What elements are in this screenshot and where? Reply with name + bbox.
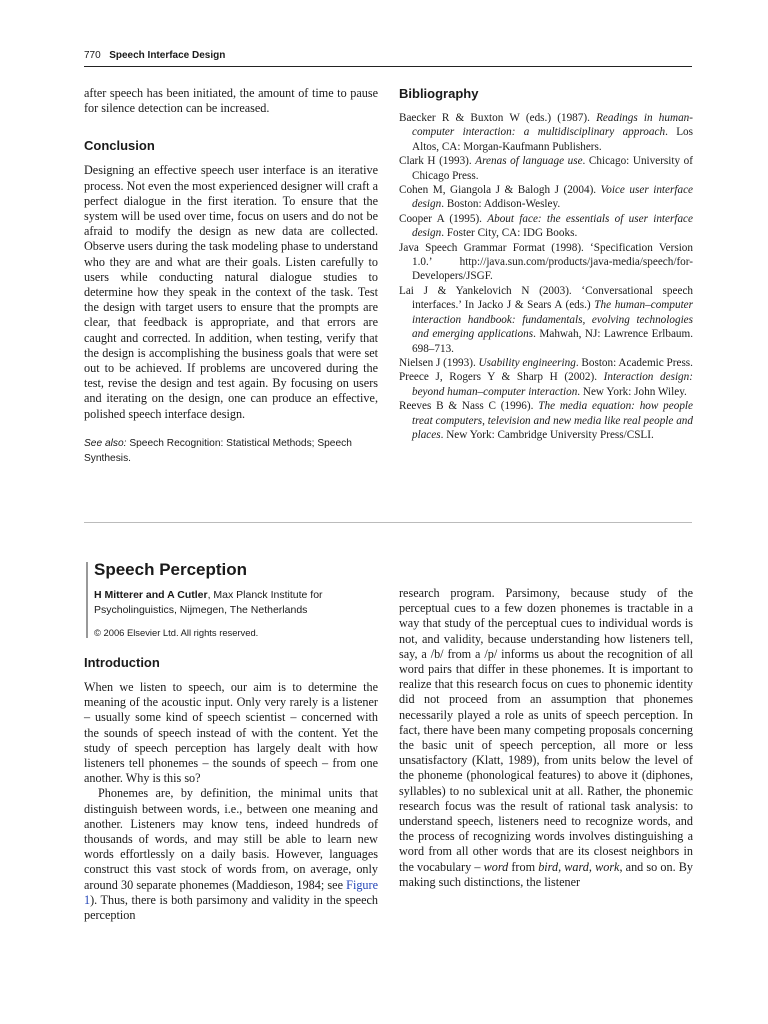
see-also-label: See also: [84,437,127,449]
intro-paragraph-1: When we listen to speech, our aim is to determine the meaning of the acoustic input. Only very rarely is a listener – usually some kind of speech scientist – concerned with the sounds of speech instead of with the content. Yet the study of speech perception has largely dealt with how listeners tell phonemes – the sounds of speech – from one another. Why is this so? [84,680,378,786]
bib-entry: Reeves B & Nass C (1996). The media equation: how people treat computers, television and new media like real people and places. New York: Cambridge University Press/CSLI. [399,400,694,441]
article-header [94,560,384,638]
running-title: Speech Interface Design [109,50,226,61]
right-column-top [399,86,693,442]
author-names: H Mitterer and A Cutler [94,589,208,601]
bib-entry: Clark H (1993). Arenas of language use. Chicago: University of Chicago Press. [399,155,693,182]
bib-entry: Nielsen J (1993). Usability engineering. Boston: Academic Press. [399,356,693,369]
article-title: Speech Perception [94,560,248,579]
left-column-top [84,86,378,466]
bib-entry: Baecker R & Buxton W (eds.) (1987). Readings in human-computer interaction: a multidisciplinary approach. Los Altos, CA: Morgan-Kaufmann Publishers. [399,112,694,153]
bib-entry: Cooper A (1995). About face: the essentials of user interface design. Foster City, CA: IDG Books. [399,212,693,240]
bib-entry: Lai J & Yankelovich N (2003). ‘Conversational speech interfaces.’ In Jacko J & Sears A (eds.) The human–computer interaction handbook: fundamentals, evolving technologies and emerging applications. Mahwah, NJ: Lawrence Erlbaum. 698–713. [399,284,693,355]
bib-entry: Java Speech Grammar Format (1998). ‘Specification Version 1.0.’ http://java.sun.com/products/java-media/speech/for-Developers/JSGF. [399,241,693,283]
conclusion-heading: Conclusion [84,138,155,154]
article-authors [94,588,384,618]
conclusion-paragraph: Designing an effective speech user interface is an iterative process. Not even the most experienced designer will craft a perfect dialogue in the first iteration. To ensure that the system will be used over time, focus on users and do not be afraid to modify the design as new data are collected. Observe users during the task modeling phase to understand who they are and what are their goals. Listen carefully to users while conducting natural dialogue studies to determine how they speak in the context of the task. Test the design with target users to ensure that the prompts are clear, that feedback is appropriate, and that errors are caught and corrected. In addition, when testing, verify that the design is accomplishing the business goals that were set out to be achieved. If problems are uncovered during the test, revise the design and test again. By focusing on users and iterating on the design, one can produce an effective, polished speech interface design. [84,163,378,421]
bib-entry: Cohen M, Giangola J & Balogh J (2004). Voice user interface design. Boston: Addison-Wesley. [399,184,693,211]
left-column-bottom [84,655,378,923]
see-also [84,436,378,466]
header-rule [84,66,692,67]
page-number: 770 [84,50,101,61]
author-affiliation: , Max Planck Institute for Psycholinguistics, Nijmegen, The Netherlands [94,589,323,616]
introduction-heading: Introduction [84,655,160,670]
title-accent-bar [86,562,88,638]
right-column-bottom [399,586,693,890]
running-header [84,50,692,66]
bibliography-heading: Bibliography [399,86,479,101]
intro-paragraph-continued: research program. Parsimony, because study of the perceptual cues to a few dozen phonemes is tractable in a way that study of the perceptual cues to individual words is not, and validity, because understanding how listeners tell, say, a /b/ from a /p/ informs us about the recognition of all word pairs that differ in these phonemes. It is important to realize that this research focus on cues to phonemic identity did not proceed from an assumption that phonemes necessarily played a role as units of speech perception. In fact, there have been many competing proposals concerning the basic unit of speech perception, all more or less unsatisfactory (Klatt, 1989), from units below the level of the phoneme (phonological features) to above it (diphones, syllables) to no sublexical unit at all. Rather, the phonemic research focus was the result of rational task analysis: to understand speech, listeners need to recognize words, and the process of recognizing words involves distinguishing a word from all other words that are its closest neighbors in the vocabulary – word from bird, ward, work, and so on. By making such distinctions, the listener [399,586,694,889]
section-divider [84,522,692,523]
figure-1-link[interactable]: Figure 1 [84,877,378,907]
intro-paragraph-2: Phonemes are, by definition, the minimal units that distinguish between words, i.e., between one meaning and another. Listeners may know tens, indeed hundreds of thousands of words, and may still be able to learn new words effortlessly on a daily basis. However, languages construct this vast stock of words from, on average, only around 30 separate phonemes (Maddieson, 1984; see Figure 1). Thus, there is both parsimony and validity in the speech perception [84,786,378,923]
bib-entry: Preece J, Rogers Y & Sharp H (2002). Interaction design: beyond human–computer interaction. New York: John Wiley. [399,371,693,398]
bibliography-list [399,111,693,442]
copyright-notice: © 2006 Elsevier Ltd. All rights reserved. [94,627,259,638]
see-also-links[interactable]: Speech Recognition: Statistical Methods; Speech Synthesis. [84,437,352,464]
continuation-paragraph: after speech has been initiated, the amount of time to pause for silence detection can be increased. [84,86,378,116]
